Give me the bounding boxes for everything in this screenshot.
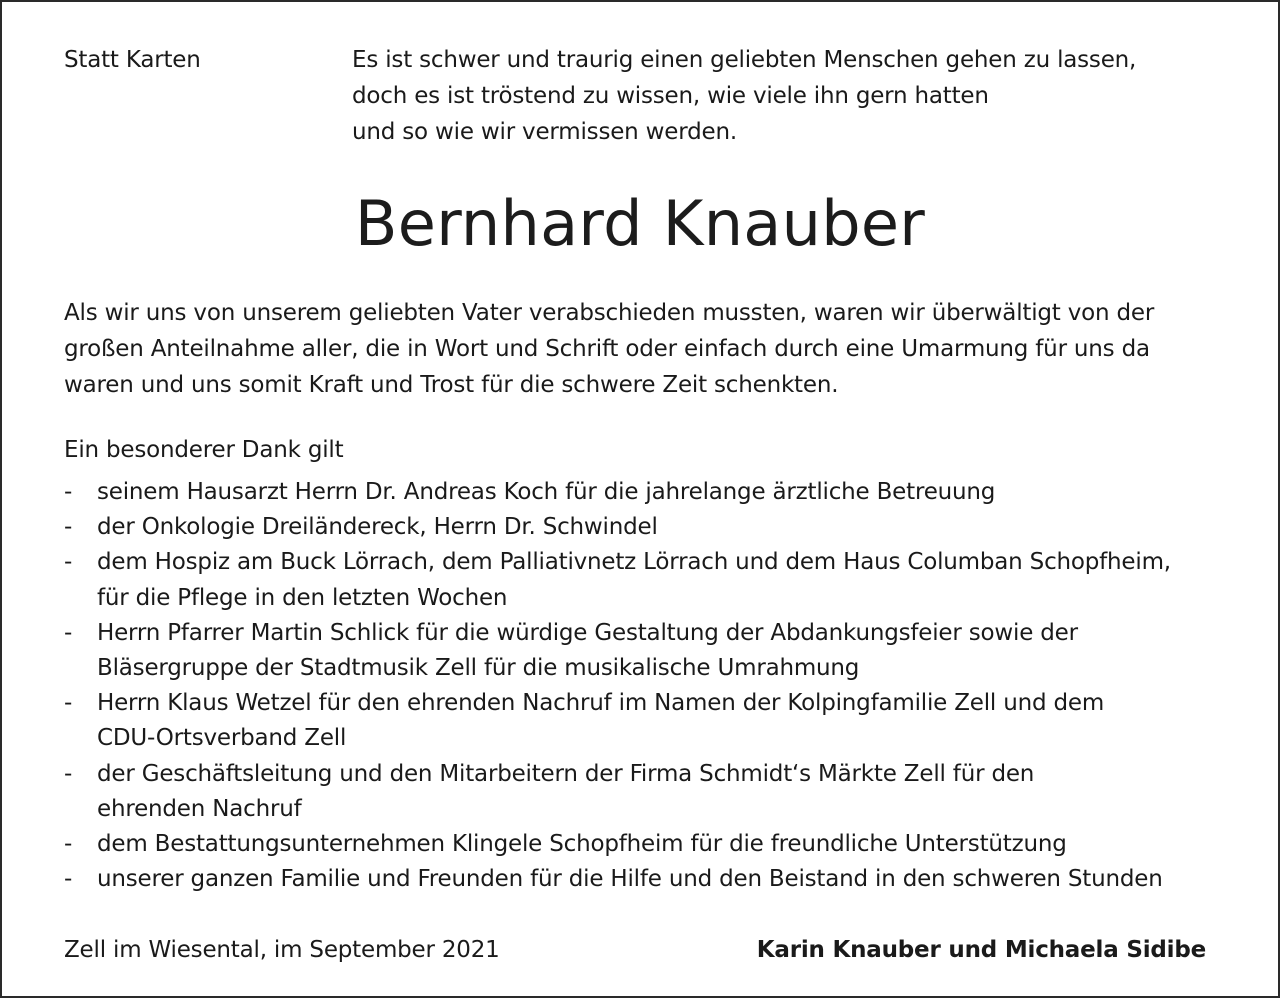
bullet-dash: - (64, 830, 73, 857)
quote-line: Es ist schwer und traurig einen geliebten Menschen gehen zu lassen, (352, 47, 1137, 73)
bullet-dash: - (64, 479, 73, 505)
thanks-item (64, 616, 1171, 686)
thanks-item-line: der Onkologie Dreiländereck, Herrn Dr. Schwindel (97, 514, 658, 541)
thanks-item-text (97, 862, 1171, 897)
thanks-item-line: für die Pflege in den letzten Wochen (97, 584, 508, 611)
thanks-item-text (97, 510, 1171, 545)
thanks-item-text (97, 686, 1171, 756)
intro-line: waren und uns somit Kraft und Trost für die schwere Zeit schenkten. (64, 372, 839, 398)
signers: Karin Knauber und Michaela Sidibe (756, 937, 1206, 963)
bullet-dash: - (64, 866, 73, 893)
deceased-name: Bernhard Knauber (354, 187, 926, 260)
quote-line: und so wie wir vermissen werden. (352, 119, 737, 145)
thanks-item-line: dem Bestattungsunternehmen Klingele Schopfheim für die freundliche Unterstützung (97, 830, 1067, 857)
thanks-item-text (97, 827, 1171, 862)
thanks-item-line: seinem Hausarzt Herrn Dr. Andreas Koch für die jahrelange ärztliche Betreuung (97, 479, 996, 505)
bullet-dash: - (64, 549, 73, 576)
thanks-item-line: Bläsergruppe der Stadtmusik Zell für die musikalische Umrahmung (97, 654, 860, 681)
thanks-item-text (97, 545, 1171, 615)
thanks-item-line: ehrenden Nachruf (97, 795, 302, 822)
header-label: Statt Karten (64, 47, 201, 73)
thanks-item (64, 827, 1171, 862)
thanks-item (64, 475, 1171, 510)
bullet-dash: - (64, 760, 73, 787)
thanks-item-text (97, 475, 1171, 510)
bullet-dash: - (64, 690, 73, 717)
thanks-item (64, 757, 1171, 827)
thanks-item (64, 510, 1171, 545)
thanks-item-line: unserer ganzen Familie und Freunden für die Hilfe und den Beistand in den schweren Stunden (97, 866, 1163, 893)
thanks-item (64, 862, 1171, 897)
quote-line: doch es ist tröstend zu wissen, wie viele ihn gern hatten (352, 83, 989, 109)
bullet-dash: - (64, 514, 73, 541)
bullet-dash: - (64, 619, 73, 646)
intro-line: Als wir uns von unserem geliebten Vater verabschieden mussten, waren wir überwältigt von der (64, 300, 1155, 326)
place-date: Zell im Wiesental, im September 2021 (64, 937, 500, 963)
thanks-item (64, 686, 1171, 756)
thanks-list (64, 475, 1171, 897)
thanks-item-text (97, 616, 1171, 686)
thanks-item (64, 545, 1171, 615)
intro-line: großen Anteilnahme aller, die in Wort und Schrift oder einfach durch eine Umarmung für uns da (64, 336, 1150, 362)
thanks-item-line: der Geschäftsleitung und den Mitarbeitern der Firma Schmidt‘s Märkte Zell für den (97, 760, 1035, 787)
intro-paragraph (64, 295, 1154, 403)
thanks-item-text (97, 757, 1171, 827)
thanks-item-line: Herrn Klaus Wetzel für den ehrenden Nachruf im Namen der Kolpingfamilie Zell und dem (97, 690, 1105, 717)
thanks-item-line: dem Hospiz am Buck Lörrach, dem Palliativnetz Lörrach und dem Haus Columban Schopfheim, (97, 549, 1171, 576)
thanks-item-line: CDU-Ortsverband Zell (97, 725, 347, 752)
thanks-heading: Ein besonderer Dank gilt (64, 437, 344, 463)
quote (352, 42, 1136, 150)
thanks-item-line: Herrn Pfarrer Martin Schlick für die würdige Gestaltung der Abdankungsfeier sowie der (97, 619, 1078, 646)
